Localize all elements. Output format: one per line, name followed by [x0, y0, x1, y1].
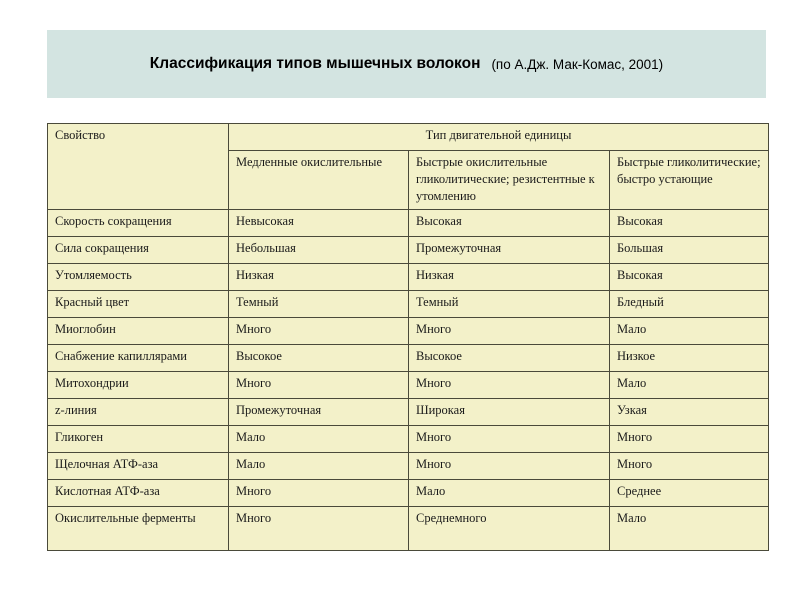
header-fast-oxidative-glycolytic: Быстрые окислительные гликолитические; резистентные к утомлению — [409, 151, 610, 210]
row-value-cell: Промежуточная — [229, 399, 409, 426]
row-property-cell: Щелочная АТФ-аза — [48, 453, 229, 480]
row-property-cell: Окислительные ферменты — [48, 507, 229, 551]
row-property-cell: Гликоген — [48, 426, 229, 453]
row-value-cell: Много — [229, 507, 409, 551]
muscle-fiber-table — [47, 123, 769, 551]
row-value-cell: Узкая — [610, 399, 769, 426]
row-value-cell: Бледный — [610, 291, 769, 318]
table-row — [48, 426, 769, 453]
row-value-cell: Низкая — [409, 264, 610, 291]
row-property-cell: Снабжение капиллярами — [48, 345, 229, 372]
row-property-cell: Красный цвет — [48, 291, 229, 318]
row-value-cell: Мало — [229, 426, 409, 453]
row-property-cell: Митохондрии — [48, 372, 229, 399]
row-value-cell: Высокая — [610, 264, 769, 291]
header-property: Свойство — [48, 124, 229, 210]
slide-title-source: (по А.Дж. Мак-Комас, 2001) — [491, 56, 664, 72]
table-row — [48, 318, 769, 345]
table-row — [48, 264, 769, 291]
row-value-cell: Много — [409, 372, 610, 399]
row-property-cell: Скорость сокращения — [48, 210, 229, 237]
header-motor-unit-type: Тип двигательной единицы — [229, 124, 769, 151]
table-row — [48, 453, 769, 480]
row-value-cell: Невысокая — [229, 210, 409, 237]
table-header-row — [48, 124, 769, 151]
table-row — [48, 480, 769, 507]
table-row — [48, 210, 769, 237]
table-row — [48, 237, 769, 264]
table-row — [48, 372, 769, 399]
header-fast-glycolytic: Быстрые гликолитические; быстро устающие — [610, 151, 769, 210]
title-band — [47, 30, 766, 98]
row-value-cell: Много — [409, 453, 610, 480]
row-value-cell: Мало — [610, 318, 769, 345]
row-value-cell: Мало — [610, 372, 769, 399]
row-value-cell: Высокая — [610, 210, 769, 237]
slide-title: Классификация типов мышечных волокон — [149, 55, 481, 72]
row-value-cell: Много — [229, 372, 409, 399]
table-row — [48, 507, 769, 551]
row-value-cell: Высокое — [229, 345, 409, 372]
table-row — [48, 291, 769, 318]
row-property-cell: Кислотная АТФ-аза — [48, 480, 229, 507]
row-property-cell: Утомляемость — [48, 264, 229, 291]
row-value-cell: Много — [409, 426, 610, 453]
row-value-cell: Много — [610, 426, 769, 453]
row-value-cell: Много — [409, 318, 610, 345]
row-value-cell: Широкая — [409, 399, 610, 426]
row-value-cell: Высокая — [409, 210, 610, 237]
row-value-cell: Темный — [229, 291, 409, 318]
row-value-cell: Среднемного — [409, 507, 610, 551]
row-value-cell: Много — [229, 480, 409, 507]
header-slow-oxidative: Медленные окислительные — [229, 151, 409, 210]
row-value-cell: Темный — [409, 291, 610, 318]
row-property-cell: Миоглобин — [48, 318, 229, 345]
table-row — [48, 345, 769, 372]
row-property-cell: Сила сокращения — [48, 237, 229, 264]
row-value-cell: Высокое — [409, 345, 610, 372]
table-row — [48, 399, 769, 426]
row-value-cell: Среднее — [610, 480, 769, 507]
row-value-cell: Много — [229, 318, 409, 345]
row-value-cell: Мало — [610, 507, 769, 551]
row-value-cell: Много — [610, 453, 769, 480]
row-value-cell: Мало — [229, 453, 409, 480]
row-value-cell: Низкая — [229, 264, 409, 291]
row-property-cell: z-линия — [48, 399, 229, 426]
row-value-cell: Большая — [610, 237, 769, 264]
row-value-cell: Низкое — [610, 345, 769, 372]
row-value-cell: Мало — [409, 480, 610, 507]
row-value-cell: Небольшая — [229, 237, 409, 264]
row-value-cell: Промежуточная — [409, 237, 610, 264]
